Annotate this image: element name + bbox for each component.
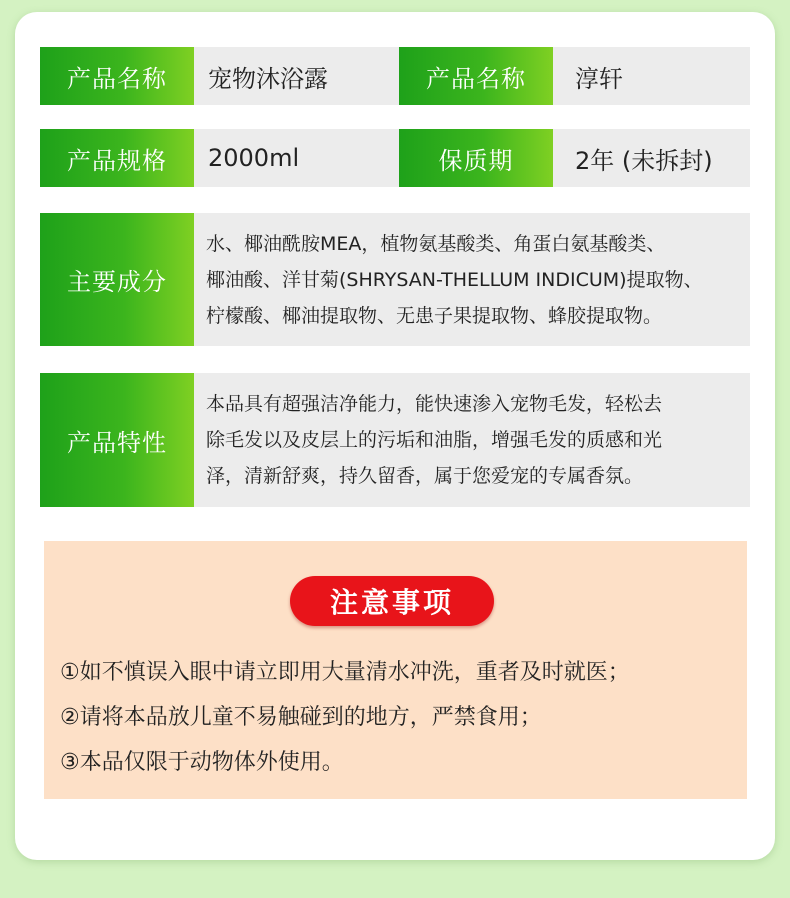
row-product-spec (40, 129, 750, 187)
notice-item: ③本品仅限于动物体外使用。 (60, 750, 344, 775)
notice-item: ①如不慎误入眼中请立即用大量清水冲洗，重者及时就医； (60, 660, 630, 685)
product-spec-value: 2000ml (194, 129, 399, 187)
ingredients-label: 主要成分 (40, 213, 194, 346)
shelf-life-value: 2年 (未拆封) (553, 129, 750, 187)
brand-name-value: 淳轩 (553, 47, 750, 105)
product-name-label: 产品名称 (40, 47, 194, 105)
product-name-value: 宠物沐浴露 (194, 47, 399, 105)
shelf-life-label: 保质期 (399, 129, 553, 187)
notice-title: 注意事项 (290, 576, 494, 626)
row-ingredients (40, 213, 750, 346)
features-label: 产品特性 (40, 373, 194, 507)
product-spec-label: 产品规格 (40, 129, 194, 187)
features-value: 本品具有超强洁净能力，能快速渗入宠物毛发，轻松去 除毛发以及皮层上的污垢和油脂，增强毛发的质感和光 泽，清新舒爽，持久留香，属于您爱宠的专属香氛。 (194, 373, 750, 507)
row-product-name (40, 47, 750, 105)
brand-name-label: 产品名称 (399, 47, 553, 105)
notice-item: ②请将本品放儿童不易触碰到的地方，严禁食用； (60, 705, 542, 730)
ingredients-value: 水、椰油酰胺MEA，植物氨基酸类、角蛋白氨基酸类、 椰油酸、洋甘菊(SHRYSAN-THELLUM INDICUM)提取物、 柠檬酸、椰油提取物、无患子果提取物、蜂胶提取物。 (194, 213, 750, 346)
row-features (40, 373, 750, 507)
